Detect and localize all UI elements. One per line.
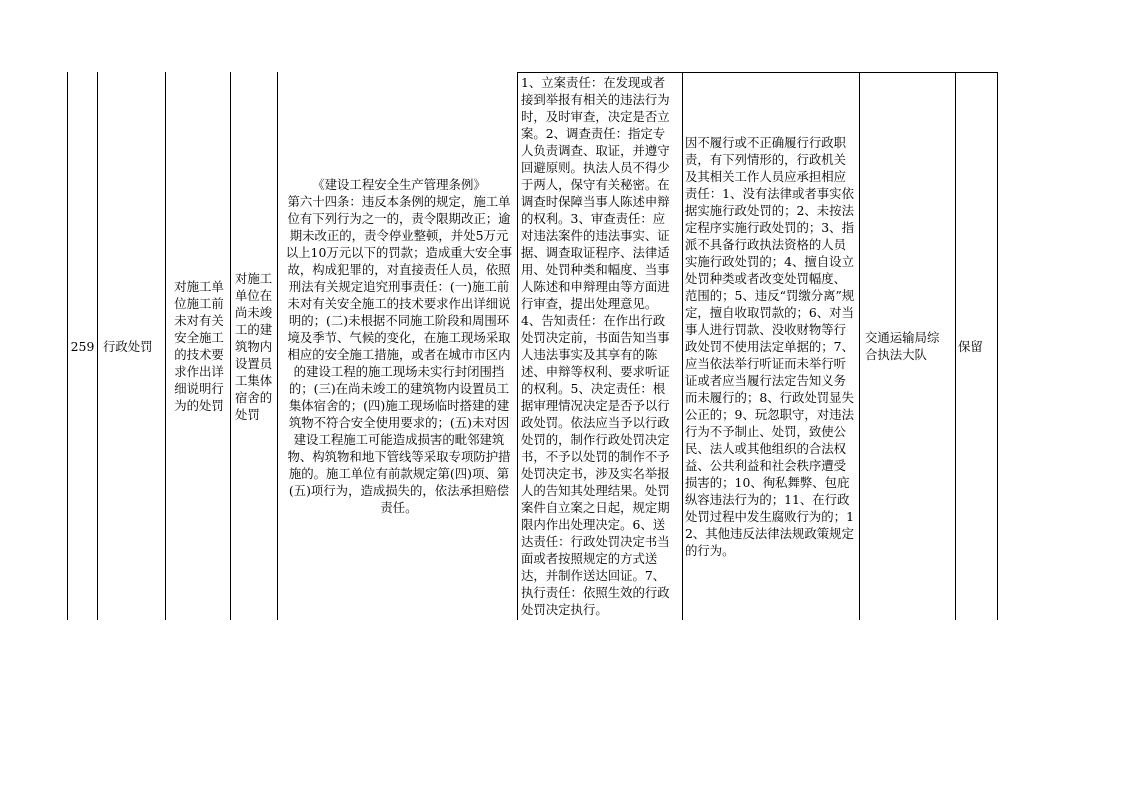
legal-basis-text: 第六十四条：违反本条例的规定，施工单位有下列行为之一的，责令限期改正；逾期未改正的，责令停业整顿，并处5万元以上10万元以下的罚款；造成重大安全事故，构成犯罪的，对直接责任人员，依照刑法有关规定追究刑事责任：(一)施工前未对有关安全施工的技术要求作出详细说明的；(二)未根据不同施工阶段和周围环境及季节、气候的变化，在施工现场采取相应的安全施工措施，或者在城市市区内的建设工程的施工现场未实行封闭围挡的；(三)在尚未竣工的建筑物内设置员工集体宿舍的；(四)施工现场临时搭建的建筑物不符合安全使用要求的；(五)未对因建设工程施工可能造成损害的毗邻建筑物、构筑物和地下管线等采取专项防护措施的。施工单位有前款规定第(四)项、第(五)项行为，造成损失的，依法承担赔偿责任。 (285, 194, 513, 515)
responsibility-cell (518, 72, 682, 620)
category-cell (98, 72, 165, 620)
accountability-cell (683, 72, 859, 620)
sub-item-cell (231, 72, 277, 620)
grid-line (997, 72, 998, 620)
row-number-cell (68, 72, 97, 620)
accountability-text: 因不履行或不正确履行行政职责，有下列情形的，行政机关及其相关工作人员应承担相应责任：1、没有法律或者事实依据实施行政处罚的；2、未按法定程序实施行政处罚的；3、指派不具备行政执法资格的人员实施行政处罚的；4、擅自设立处罚种类或者改变处罚幅度、范围的；5、违反“罚缴分离”规定，擅自收取罚款的；6、对当事人进行罚款、没收财物等行政处罚不使用法定单据的；7、应当依法举行听证而未举行听证或者应当履行法定告知义务而未履行的；8、行政处罚显失公正的；9、玩忽职守，对违法行为不予制止、处罚，致使公民、法人或其他组织的合法权益、公共利益和社会秩序遭受损害的；10、徇私舞弊、包庇纵容违法行为的；11、在行政处罚过程中发生腐败行为的；12、其他违反法律法规政策规定的行为。 (685, 135, 855, 558)
department: 交通运输局综合执法大队 (865, 330, 940, 362)
item-name: 对施工单位施工前未对有关安全施工的技术要求作出详细说明行为的处罚 (174, 279, 224, 413)
department-cell (860, 72, 955, 620)
sub-item: 对施工单位在尚未竣工的建筑物内设置员工集体宿舍的处罚 (235, 270, 273, 422)
row-number: 259 (70, 338, 95, 354)
status-cell (956, 72, 997, 620)
legal-basis-cell (278, 72, 517, 620)
item-name-cell (166, 72, 230, 620)
status: 保留 (958, 338, 983, 354)
category: 行政处罚 (103, 338, 153, 354)
legal-basis-title: 《建设工程安全生产管理条例》 (312, 177, 486, 192)
responsibility-text: 1、立案责任：在发现或者接到举报有相关的违法行为时，及时审查，决定是否立案。2、调查责任：指定专人负责调查、取证，并遵守回避原则。执法人员不得少于两人，保守有关秘密。在调查时保障当事人陈述申辩的权利。3、审查责任：应对违法案件的违法事实、证据、调查取证程序、法律适用、处罚种类和幅度、当事人陈述和申辩理由等方面进行审查，提出处理意见。4、告知责任：在作出行政处罚决定前，书面告知当事人违法事实及其享有的陈述、申辩等权利、要求听证的权利。5、决定责任：根据审理情况决定是否予以行政处罚。依法应当予以行政处罚的，制作行政处罚决定书，不予以处罚的制作不予处罚决定书，涉及实名举报人的告知其处理结果。处罚案件自立案之日起，规定期限内作出处理决定。6、送达责任：行政处罚决定书当面或者按照规定的方式送达，并制作送达回证。7、执行责任：依照生效的行政处罚决定执行。 (521, 75, 670, 617)
